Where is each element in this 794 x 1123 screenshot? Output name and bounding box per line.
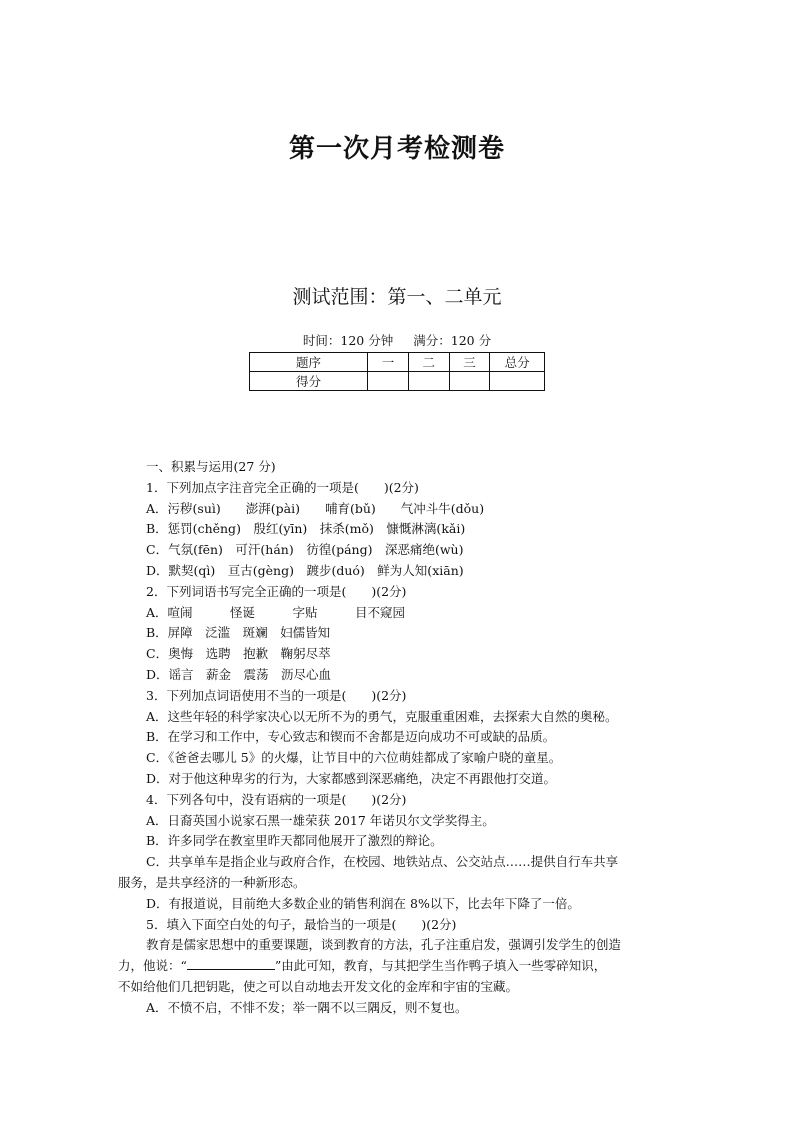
score-cell xyxy=(490,372,545,391)
passage-segment: 力，他说：“ xyxy=(118,958,187,974)
score-header-cell: 总分 xyxy=(490,353,545,372)
score-header-cell: 二 xyxy=(408,353,449,372)
passage-line: 教育是儒家思想中的重要课题，谈到教育的方法，孔子注重启发，强调引发学生的创造 xyxy=(146,937,622,953)
test-scope: 测试范围：第一、二单元 xyxy=(292,286,502,308)
option: C．气氛(fēn) 可汗(hán) 彷徨(páng) 深恶痛绝(wù) xyxy=(146,542,464,558)
full-score: 满分：120 分 xyxy=(413,333,492,348)
option-continuation: 服务，是共享经济的一种新形态。 xyxy=(118,874,306,890)
passage-segment: ”由此可知，教育，与其把学生当作鸭子填入一些零碎知识， xyxy=(274,958,607,974)
option: D．谣言 薪金 震荡 沥尽心血 xyxy=(146,666,332,682)
option: A．这些年轻的科学家决心以无所不为的勇气，克服重重困难，去探索大自然的奥秘。 xyxy=(146,708,618,724)
option: D．有报道说，目前绝大多数企业的销售利润在 8%以下，比去年下降了一倍。 xyxy=(146,895,580,911)
score-cell xyxy=(408,372,449,391)
score-row-label: 得分 xyxy=(250,372,368,391)
option: B．惩罚(chěng) 殷红(yīn) 抹杀(mǒ) 慷慨淋漓(kǎi) xyxy=(146,521,466,537)
option: A．喧闹 怪诞 字贴 目不窥园 xyxy=(146,604,406,620)
question-stem: 5．填入下面空白处的句子，最恰当的一项是( )(2分) xyxy=(146,916,457,932)
option: D．对于他这种卑劣的行为，大家都感到深恶痛绝，决定不再跟他打交道。 xyxy=(146,770,557,786)
option: B．在学习和工作中，专心致志和锲而不舍都是迈向成功不可或缺的品质。 xyxy=(146,729,556,745)
section-title: 一、积累与运用(27 分) xyxy=(146,459,276,474)
score-header-cell: 一 xyxy=(368,353,409,372)
score-table-header-row xyxy=(250,353,545,372)
option: A．不愤不启，不悱不发；举一隅不以三隅反，则不复也。 xyxy=(146,999,468,1015)
passage-line: 不如给他们几把钥匙，使之可以自动地去开发文化的金库和宇宙的宝藏。 xyxy=(118,978,519,994)
option: D．默契(qì) 亘古(gèng) 踱步(duó) 鲜为人知(xiān) xyxy=(146,562,464,578)
option: A．污秽(suì) 澎湃(pài) 哺育(bǔ) 气冲斗牛(dǒu) xyxy=(146,500,485,516)
score-cell xyxy=(449,372,490,391)
score-table xyxy=(249,352,545,391)
time-and-score-line xyxy=(0,331,794,349)
exam-content xyxy=(118,457,678,1019)
score-header-cell: 三 xyxy=(449,353,490,372)
option: C．奥悔 选聘 抱歉 鞠躬尽萃 xyxy=(146,646,331,662)
option: C．《爸爸去哪儿 5》的火爆，让节目中的六位萌娃都成了家喻户晓的童星。 xyxy=(146,750,562,766)
question-stem: 3．下列加点词语使用不当的一项是( )(2分) xyxy=(146,687,407,703)
option: C．共享单车是指企业与政府合作，在校园、地铁站点、公交站点……提供自行车共享 xyxy=(146,854,619,870)
option: A．日裔英国小说家石黑一雄荣获 2017 年诺贝尔文学奖得主。 xyxy=(146,812,495,828)
option: B．许多同学在教室里昨天都同他展开了激烈的辩论。 xyxy=(146,833,443,849)
page-title: 第一次月考检测卷 xyxy=(288,134,505,164)
answer-blank[interactable] xyxy=(187,957,275,970)
score-cell xyxy=(368,372,409,391)
option: B．屏障 泛滥 斑斓 妇儒皆知 xyxy=(146,625,331,641)
question-stem: 1．下列加点字注音完全正确的一项是( )(2分) xyxy=(146,479,419,495)
time-limit: 时间：120 分钟 xyxy=(302,333,394,348)
question-stem: 4．下列各句中，没有语病的一项是( )(2分) xyxy=(146,791,407,807)
score-header-cell: 题序 xyxy=(250,353,368,372)
passage-line xyxy=(118,956,678,977)
score-table-score-row xyxy=(250,372,545,391)
question-stem: 2．下列词语书写完全正确的一项是( )(2分) xyxy=(146,583,407,599)
